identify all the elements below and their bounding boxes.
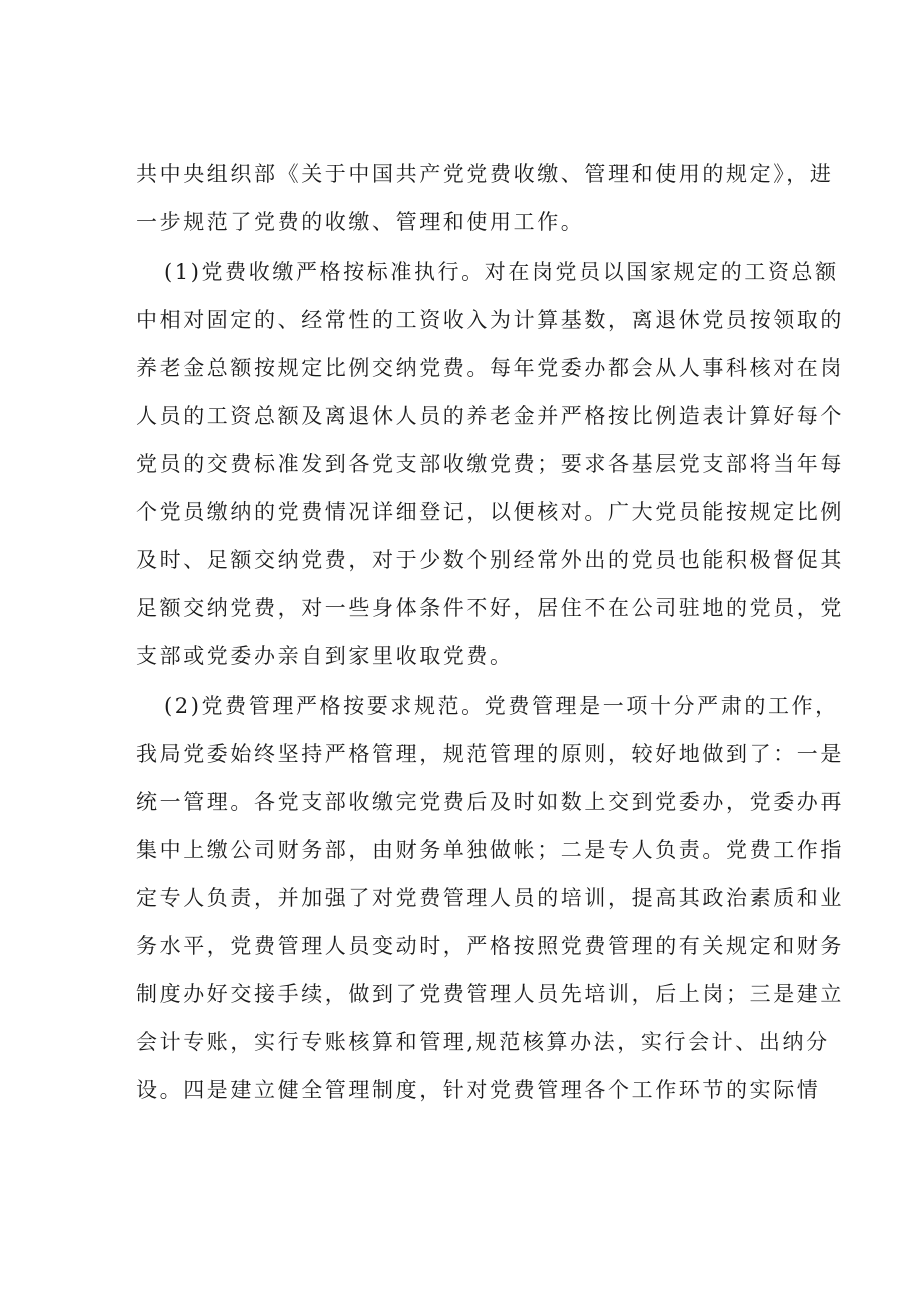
text-line: 个党员缴纳的党费情况详细登记，以便核对。广大党员能按规定比例 [136,500,844,524]
text-line: (2)党费管理严格按要求规范。党费管理是一项十分严肃的工作， [164,694,839,718]
text-line: 务水平，党费管理人员变动时，严格按照党费管理的有关规定和财务 [136,934,844,958]
text-line: 共中央组织部《关于中国共产党党费收缴、管理和使用的规定》，进 [136,162,834,186]
text-line: (1)党费收缴严格按标准执行。对在岗党员以国家规定的工资总额 [164,260,839,284]
text-line: 定专人负责，并加强了对党费管理人员的培训，提高其政治素质和业 [136,886,844,910]
text-line: 养老金总额按规定比例交纳党费。每年党委办都会从人事科核对在岗 [136,356,844,380]
text-line: 足额交纳党费，对一些身体条件不好，居住不在公司驻地的党员，党 [136,596,844,620]
paragraph-2 [136,248,844,680]
text-line: 党员的交费标准发到各党支部收缴党费；要求各基层党支部将当年每 [136,452,844,476]
text-line: 支部或党委办亲自到家里收取党费。 [136,644,514,668]
text-line: 集中上缴公司财务部，由财务单独做帐；二是专人负责。党费工作指 [136,838,844,862]
text-line: 及时、足额交纳党费，对于少数个别经常外出的党员也能积极督促其 [136,548,844,572]
text-line: 统一管理。各党支部收缴完党费后及时如数上交到党委办，党委办再 [136,790,844,814]
paragraph-3 [136,682,844,1114]
text-line: 人员的工资总额及离退休人员的养老金并严格按比例造表计算好每个 [136,404,844,428]
document-body [136,150,844,1114]
text-line: 设。四是建立健全管理制度，针对党费管理各个工作环节的实际情 [136,1078,821,1102]
text-line: 中相对固定的、经常性的工资收入为计算基数，离退休党员按领取的 [136,308,844,332]
paragraph-1 [136,150,834,246]
text-line: 制度办好交接手续，做到了党费管理人员先培训，后上岗；三是建立 [136,982,844,1006]
text-line: 我局党委始终坚持严格管理，规范管理的原则，较好地做到了：一是 [136,742,844,766]
text-line: 一步规范了党费的收缴、管理和使用工作。 [136,210,585,234]
text-line: 会计专账，实行专账核算和管理,规范核算办法，实行会计、出纳分 [136,1030,830,1054]
